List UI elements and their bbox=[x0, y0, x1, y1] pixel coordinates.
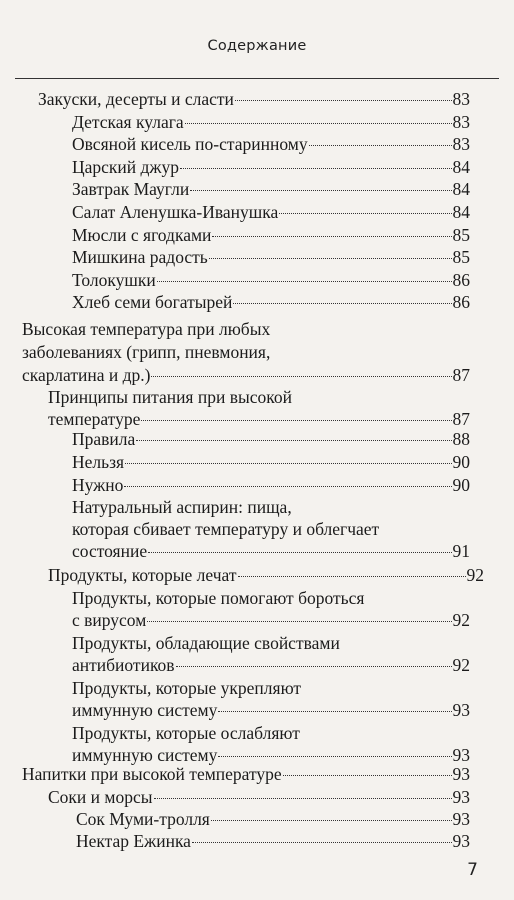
toc-entry bbox=[72, 722, 470, 766]
toc-entry bbox=[76, 808, 470, 830]
toc-entry-title: Соки и морсы bbox=[48, 787, 153, 807]
toc-page-number: 84 bbox=[452, 157, 470, 177]
toc-entry-title: Хлеб семи богатырей bbox=[72, 292, 233, 312]
toc-entry-title: температуре bbox=[48, 409, 141, 429]
toc-entry bbox=[72, 587, 470, 631]
toc-entry bbox=[76, 830, 470, 852]
dot-leader bbox=[180, 168, 451, 169]
toc-entry-title: Нектар Ежинка bbox=[76, 831, 191, 851]
toc-page-number: 83 bbox=[452, 112, 470, 132]
toc-entry bbox=[72, 201, 470, 223]
toc-entry-line: Принципы питания при высокой bbox=[48, 387, 292, 407]
dot-leader bbox=[279, 213, 451, 214]
toc-page-number: 92 bbox=[452, 610, 470, 630]
toc-entry-title: с вирусом bbox=[72, 610, 147, 630]
toc-entry-title: иммунную систему bbox=[72, 700, 218, 720]
toc-page-number: 84 bbox=[452, 202, 470, 222]
dot-leader bbox=[136, 440, 451, 441]
toc-entry-line: Продукты, которые помогают бороться bbox=[72, 588, 365, 608]
dot-leader bbox=[147, 621, 451, 622]
toc-page-number: 84 bbox=[452, 179, 470, 199]
toc-page-number: 83 bbox=[452, 89, 470, 109]
toc-entry bbox=[72, 269, 470, 291]
toc-entry-section bbox=[48, 786, 470, 808]
dot-leader bbox=[283, 775, 452, 776]
toc-page-number: 93 bbox=[452, 764, 470, 784]
dot-leader bbox=[157, 281, 452, 282]
toc-entry bbox=[72, 156, 470, 178]
toc-page-number: 87 bbox=[452, 365, 470, 385]
toc-entry bbox=[72, 246, 470, 268]
dot-leader bbox=[235, 100, 452, 101]
toc-entry bbox=[72, 291, 470, 313]
dot-leader bbox=[176, 666, 452, 667]
toc-page-number: 91 bbox=[452, 541, 470, 561]
toc-entry bbox=[72, 428, 470, 450]
toc-entry-title: Продукты, которые лечат bbox=[48, 565, 237, 585]
dot-leader bbox=[154, 798, 452, 799]
toc-entry bbox=[72, 111, 470, 133]
toc-entry-title: Правила bbox=[72, 429, 136, 449]
toc-entry-title: Толокушки bbox=[72, 270, 156, 290]
toc-entry bbox=[72, 178, 470, 200]
toc-entry-title: Мюсли с ягодками bbox=[72, 225, 212, 245]
toc-entry-title: состояние bbox=[72, 541, 148, 561]
toc-entry bbox=[72, 677, 470, 721]
dot-leader bbox=[124, 486, 451, 487]
toc-page-number: 93 bbox=[452, 745, 470, 765]
toc-entry-line: Натуральный аспирин: пища, bbox=[72, 497, 292, 517]
dot-leader bbox=[190, 190, 451, 191]
toc-entry-title: Завтрак Маугли bbox=[72, 179, 190, 199]
dot-leader bbox=[209, 258, 452, 259]
toc-entry-title: иммунную систему bbox=[72, 745, 218, 765]
toc-page-number: 87 bbox=[452, 409, 470, 429]
dot-leader bbox=[212, 236, 451, 237]
toc-page-number: 93 bbox=[452, 700, 470, 720]
toc-entry-section bbox=[22, 318, 470, 387]
toc-entry-title: Нельзя bbox=[72, 452, 125, 472]
toc-page-number: 92 bbox=[466, 565, 484, 585]
toc-entry-section bbox=[48, 564, 484, 586]
toc-entry-title: Детская кулага bbox=[72, 112, 184, 132]
toc-page-number: 93 bbox=[452, 831, 470, 851]
toc-entry-title: Салат Аленушка-Иванушка bbox=[72, 202, 279, 222]
toc-page-number: 92 bbox=[452, 655, 470, 675]
toc-page-number: 88 bbox=[452, 429, 470, 449]
toc-entry-title: Овсяной кисель по-старинному bbox=[72, 134, 308, 154]
toc-entry bbox=[72, 496, 470, 562]
toc-entry-line: Продукты, которые ослабляют bbox=[72, 723, 300, 743]
dot-leader bbox=[141, 420, 451, 421]
toc-entry-title: скарлатина и др.) bbox=[22, 365, 151, 385]
toc-entry-line: заболеваниях (грипп, пневмония, bbox=[22, 342, 271, 362]
toc-page-number: 90 bbox=[452, 452, 470, 472]
toc-entry-title: Нужно bbox=[72, 475, 124, 495]
toc-page-number: 83 bbox=[452, 134, 470, 154]
toc-entry bbox=[72, 133, 470, 155]
dot-leader bbox=[218, 756, 451, 757]
dot-leader bbox=[148, 552, 451, 553]
dot-leader bbox=[192, 842, 452, 843]
toc-entry-section bbox=[22, 763, 470, 785]
toc-entry-title: Сок Муми-тролля bbox=[76, 809, 210, 829]
dot-leader bbox=[238, 576, 466, 577]
toc-entry-line: Продукты, которые укрепляют bbox=[72, 678, 302, 698]
dot-leader bbox=[151, 376, 451, 377]
toc-entry-title: Закуски, десерты и сласти bbox=[38, 89, 234, 109]
toc-page-number: 86 bbox=[452, 270, 470, 290]
dot-leader bbox=[233, 303, 451, 304]
toc-entry bbox=[72, 474, 470, 496]
toc-entry-title: Мишкина радость bbox=[72, 247, 208, 267]
toc-entry-line: Высокая температура при любых bbox=[22, 319, 271, 339]
dot-leader bbox=[309, 145, 452, 146]
toc-entry-section bbox=[48, 386, 470, 430]
toc-entry-line: Продукты, обладающие свойствами bbox=[72, 633, 340, 653]
dot-leader bbox=[125, 463, 451, 464]
toc-entry bbox=[72, 224, 470, 246]
toc-page-number: 86 bbox=[452, 292, 470, 312]
dot-leader bbox=[218, 711, 451, 712]
page-number: 7 bbox=[467, 860, 478, 880]
toc-entry bbox=[72, 632, 470, 676]
toc-entry-line: которая сбивает температуру и облегчает bbox=[72, 519, 380, 539]
toc-entry-title: Царский джур bbox=[72, 157, 180, 177]
toc-page-number: 85 bbox=[452, 247, 470, 267]
toc-entry-section bbox=[38, 88, 470, 110]
toc-entry-title: антибиотиков bbox=[72, 655, 175, 675]
toc-entry bbox=[72, 451, 470, 473]
toc-page-number: 85 bbox=[452, 225, 470, 245]
toc-page-number: 93 bbox=[452, 787, 470, 807]
toc-entry-title: Напитки при высокой температуре bbox=[22, 764, 282, 784]
dot-leader bbox=[185, 123, 452, 124]
toc-page-number: 90 bbox=[452, 475, 470, 495]
running-header: Содержание bbox=[207, 38, 307, 54]
toc-page-number: 93 bbox=[452, 809, 470, 829]
dot-leader bbox=[211, 820, 452, 821]
